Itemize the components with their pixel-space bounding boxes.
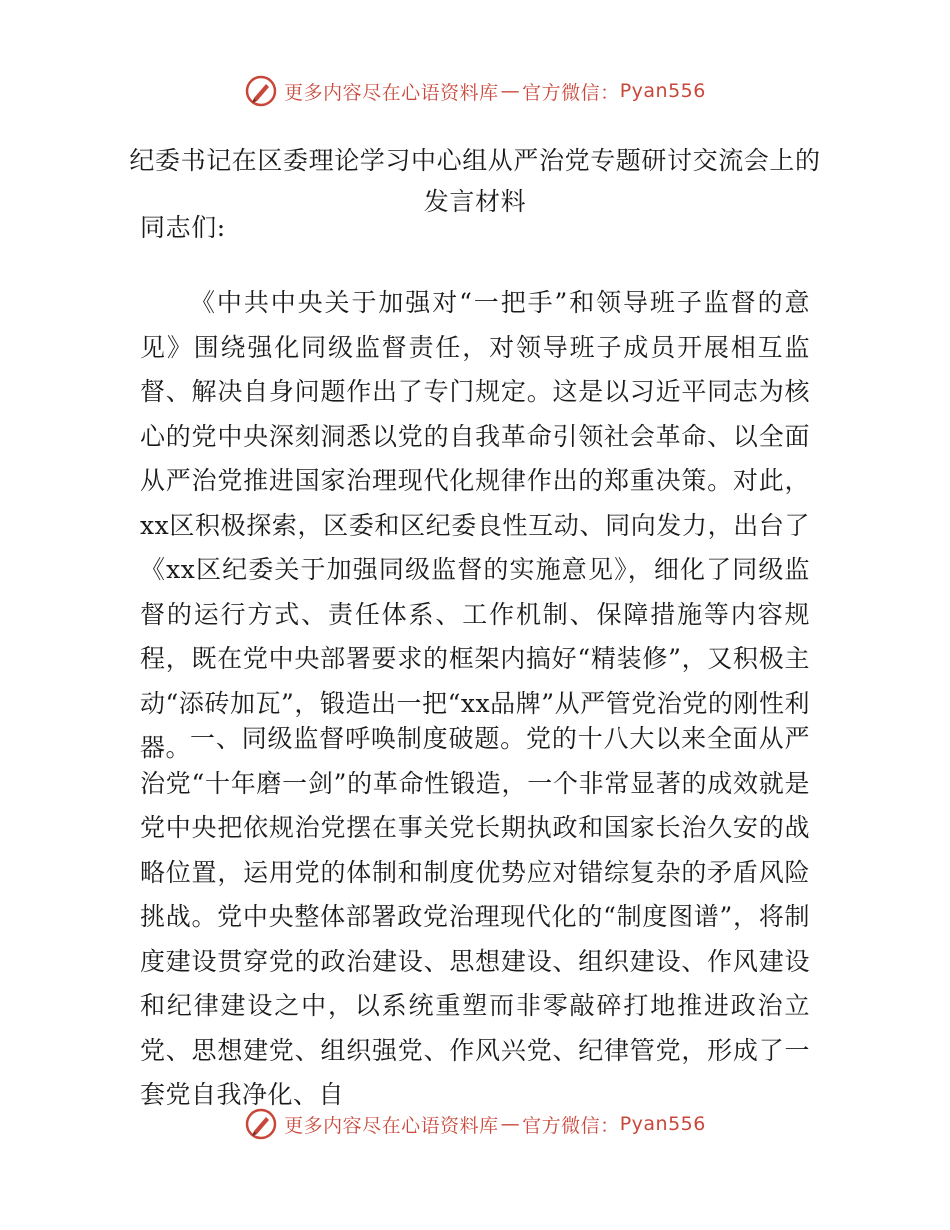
banner-wechat-id: Pyan556 [619,1113,706,1135]
banner-text: 更多内容尽在心语资料库 [284,81,499,104]
banner-text: 更多内容尽在心语资料库 [284,1114,499,1137]
header-banner [0,69,950,113]
salutation: 同志们: [140,213,226,242]
body-paragraph: 《中共中央关于加强对“一把手”和领导班子监督的意见》围绕强化同级监督责任，对领导班子成员开展相互监督、解决自身问题作出了专门规定。这是以习近平同志为核心的党中央深刻洞悉以党的自我革命引领社会革命、以全面从严治党推进国家治理现代化规律作出的郑重决策。对此，xx区积极探索，区委和区纪委良性互动、同向发力，出台了《xx区纪委关于加强同级监督的实施意见》，细化了同级监督的运行方式、责任体系、工作机制、保障措施等内容规程，既在党中央部署要求的框架内搞好“精装修”，又积极主动“添砖加瓦”，锻造出一把“xx品牌”从严管党治党的刚性利器。 [140,288,810,762]
pen-logo-icon [244,74,278,108]
footer-banner [0,1102,950,1146]
document-title-line2: 发言材料 [423,187,527,216]
document-title-line1: 纪委书记在区委理论学习中心组从严治党专题研讨交流会上的 [129,146,821,175]
banner-separator: — [500,80,521,102]
body-paragraph: 一、同级监督呼唤制度破题。党的十八大以来全面从严治党“十年磨一剑”的革命性锻造，一个非常显著的成效就是党中央把依规治党摆在事关党长期执政和国家长治久安的战略位置，运用党的体制和制度优势应对错综复杂的矛盾风险挑战。党中央整体部署政党治理现代化的“制度图谱”，将制度建设贯穿党的政治建设、思想建设、组织建设、作风建设和纪律建设之中，以系统重塑而非零敲碎打地推进政治立党、思想建党、组织强党、作风兴党、纪律管党，形成了一套党自我净化、自 [140,724,810,1109]
banner-wechat-label: 官方微信： [522,81,620,104]
banner-wechat-label: 官方微信： [522,1114,620,1137]
pen-logo-icon [244,1107,278,1141]
banner-wechat-id: Pyan556 [619,80,706,102]
banner-separator: — [500,1113,521,1135]
